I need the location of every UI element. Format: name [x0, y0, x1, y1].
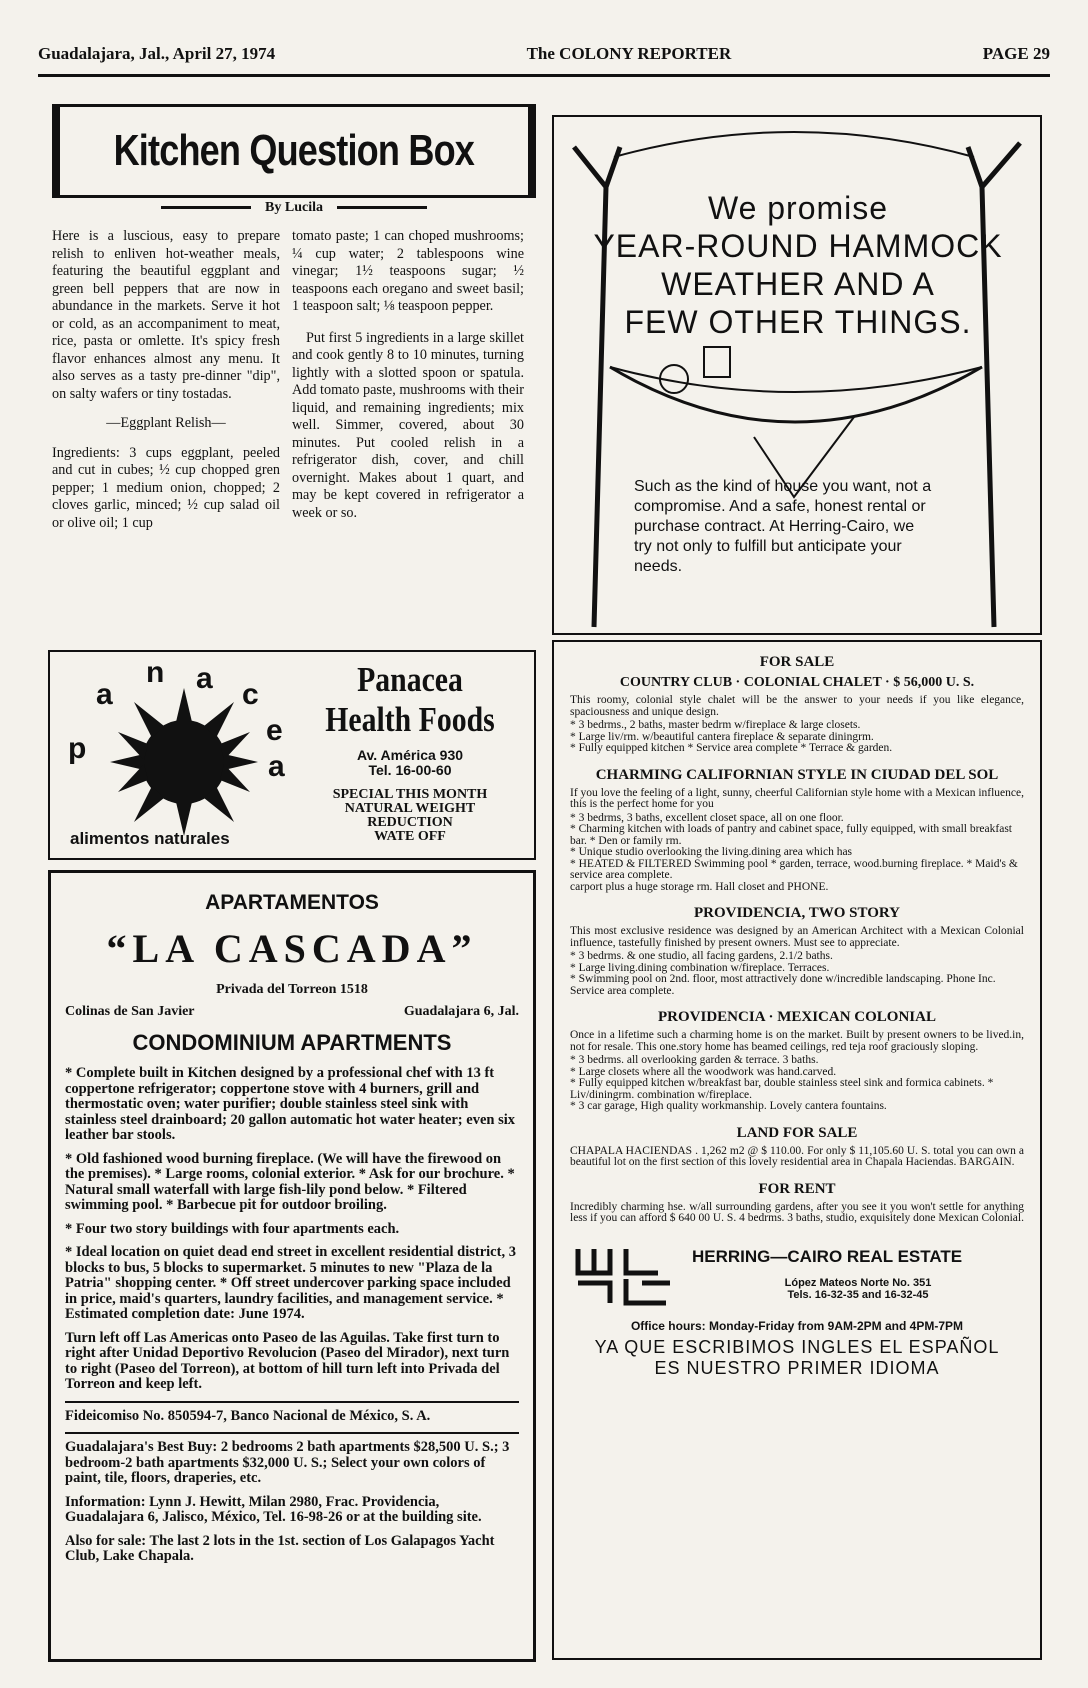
- listing-heading: COUNTRY CLUB · COLONIAL CHALET · $ 56,000 U. S.: [619, 675, 975, 690]
- panacea-note-line: WATE OFF: [374, 829, 446, 844]
- cascada-item: * Complete built in Kitchen designed by a professional chef with 13 ft coppertone refrigerator; coppertone stove with 4 burners, grill and thermostatic oven; water purifier; double stainless steel sink with stainless steel drainboard; 20 gallon automatic hot water heater; even six leather bar stools.: [65, 1065, 515, 1143]
- cascada-ad: [48, 870, 536, 1662]
- company-address: López Mateos Norte No. 351: [784, 1276, 932, 1289]
- divider: [65, 1401, 519, 1403]
- listing-heading: PROVIDENCIA · MEXICAN COLONIAL: [658, 1009, 936, 1025]
- company-name: HERRING—CAIRO REAL ESTATE: [692, 1246, 963, 1266]
- land-body: CHAPALA HACIENDAS . 1,262 m2 @ $ 110.00. For only $ 11,105.60 U. S. total you can own a beautiful lot on the first section of this lovely residential area in Chapala Haciendas. BARGAIN.: [570, 1144, 1024, 1168]
- hammock-ad: [552, 115, 1042, 635]
- listing-body: If you love the feeling of a light, sunny, cheerful Californian style home with a Mexican influence, this is the perfect home for you: [570, 786, 1024, 810]
- panacea-subtitle: Health Foods: [325, 700, 495, 739]
- logo-letter: a: [268, 750, 285, 783]
- kitchen-byline: By Lucila: [52, 200, 536, 216]
- company-info: [692, 1247, 1024, 1301]
- header-rule: [38, 74, 1050, 77]
- logo-letter: n: [146, 658, 165, 689]
- listing-item: * 3 bedrms., 2 baths, master bedrm w/fireplace & large closets.: [570, 719, 861, 731]
- listing-item: * Swimming pool on 2nd. floor, most attractively done w/incredible landscaping. Phone Inc. Service area complete.: [570, 973, 996, 997]
- cascada-best-buy: Guadalajara's Best Buy: 2 bedrooms 2 bath apartments $28,500 U. S.; 3 bedroom-2 bath apartments $32,000 U. S.; Select your own colors of paint, tile, floors, draperies, etc.: [65, 1439, 510, 1486]
- hammock-headline-line: WEATHER AND A: [661, 266, 935, 302]
- page-header: [38, 44, 1050, 70]
- listing-heading: PROVIDENCIA, TWO STORY: [693, 905, 901, 921]
- hammock-headline: [588, 189, 1008, 341]
- listing-item: carport plus a huge storage rm. Hall closet and PHONE.: [570, 880, 829, 893]
- listing-heading: CHARMING CALIFORNIAN STYLE IN CIUDAD DEL SOL: [595, 766, 999, 783]
- office-hours: Office hours: Monday-Friday from 9AM-2PM and 4PM-7PM: [630, 1318, 964, 1333]
- panacea-note-line: REDUCTION: [367, 815, 453, 830]
- listing-item: * 3 bedrms. all overlooking garden & terrace. 3 baths.: [570, 1054, 819, 1066]
- listing-item: * Charming kitchen with loads of pantry and cabinet space, fully equipped, with small breakfast bar. * Den or family rm.: [570, 823, 1012, 847]
- herring-cairo-logo-icon: [570, 1239, 680, 1309]
- listing-body: Once in a lifetime such a charming home is on the market. Built by present owners to be lived.in, not for resale. This one.story home has beamed ceilings, red teja roof graciously sloping.: [570, 1029, 1024, 1053]
- listing-item: * Large liv/rm. w/beautiful cantera fireplace & separate diningrm.: [570, 730, 874, 743]
- cascada-directions: Turn left off Las Americas onto Paseo de las Aguilas. Take first turn to right after Unidad Deportivo Revolucion (Paseo del Mirador), next turn to right (Paseo del Torreon), at bottom of hill turn left into Privada del Torreon and keep left.: [65, 1329, 510, 1392]
- listing-item: * Unique studio overlooking the living.dining area which has: [570, 846, 853, 858]
- panacea-address: Av. América 930: [356, 747, 464, 763]
- panacea-note-line: SPECIAL THIS MONTH: [332, 787, 488, 802]
- cascada-city: Guadalajara 6, Jal.: [403, 1004, 519, 1019]
- hammock-headline-line: YEAR-ROUND HAMMOCK: [593, 228, 1003, 264]
- listing-item: * 3 bedrms. & one studio, all facing gardens, 2.1/2 baths.: [570, 950, 833, 962]
- panacea-phone: Tel. 16-00-60: [368, 762, 452, 778]
- panacea-title: Panacea: [357, 660, 463, 699]
- listing-item: * 3 bedrms, 3 baths, excellent closet space, all on one floor.: [570, 811, 844, 824]
- company-block: [570, 1239, 1024, 1309]
- kitchen-ingredients-cont: tomato paste; 1 can choped mushrooms; ¼ cup water; 2 tablespoons wine vinegar; 1½ teaspoons sugar; ½ teaspoons each oregano and sweet basil; 1 teaspoon salt; ⅛ teaspoon pepper.: [292, 228, 524, 314]
- cascada-item: * Ideal location on quiet dead end street in excellent residential district, 3 blocks to bus, 5 blocks to supermarket. 5 minutes to new "Plaza de la Patria" shopping center. * Off street undercover parking space included in price, maid's quarters, laundry facilities, and management service. * Estimated completion date: June 1974.: [65, 1244, 516, 1322]
- listing-body: This roomy, colonial style chalet will be the answer to your needs if you like elegance, spaciousness and unique design.: [570, 694, 1024, 718]
- listing-body: This most exclusive residence was designed by an American Architect with a Mexican Colonial influence, tastefully finished by present owners. Must see to appreciate.: [570, 925, 1024, 949]
- panacea-ad: [48, 650, 536, 860]
- cascada-item: * Old fashioned wood burning fireplace. (We will have the firewood on the premises). * Large rooms, colonial exterior. * Ask for our brochure. * Natural small waterfall with large fish-lily pond below. * Filtered swimming pool. * Barbecue pit for outdoor broiling.: [65, 1150, 515, 1213]
- kitchen-intro: Here is a luscious, easy to prepare relish to enliven hot-weather meals, featuring the beautiful eggplant and green bell peppers that are now in abundance in the markets. Serve it hot or cold, as an accompaniment to meat, rice, pasta or omlette. It's spicy fresh flavor enhances almost any menu. It also serves as a tasty pre-dinner "dip", on salty wafers or tiny tostadas.: [52, 228, 280, 402]
- logo-letter: e: [266, 714, 283, 747]
- kitchen-ingredients: Ingredients: 3 cups eggplant, peeled and cut in cubes; ½ cup chopped gren pepper; 1 medium onion, chopped; 2 cloves garlic, minced; ½ cup salad oil or olive oil; 1 cup: [52, 444, 280, 531]
- herring-cairo-ad: [552, 640, 1042, 1660]
- rent-body: Incredibly charming hse. w/all surrounding gardens, after you see it you won't settle for anything less if you can afford $ 640 00 U. S. 4 bedrms. 3 baths, studio, exquisitely done Mexican Colonial.: [570, 1200, 1024, 1224]
- cascada-location: [65, 1004, 519, 1020]
- hammock-headline-line: We promise: [707, 190, 889, 226]
- panacea-sun-logo-icon: [56, 658, 296, 854]
- cascada-colonia: Colinas de San Javier: [65, 1004, 195, 1019]
- cascada-subtitle: CONDOMINIUM APARTMENTS: [132, 1030, 452, 1055]
- kitchen-title-box: [52, 104, 536, 198]
- hammock-copy: Such as the kind of house you want, not a compromise. And a safe, honest rental or purchase contract. At Herring-Cairo, we try not only to fulfill but anticipate your needs.: [634, 478, 932, 575]
- logo-letter: a: [196, 662, 213, 695]
- listing-item: * Large closets where all the woodwork was hand.carved.: [570, 1065, 837, 1078]
- listing-item: * Fully equipped kitchen * Service area complete * Terrace & garden.: [570, 742, 893, 754]
- for-sale-heading: FOR SALE: [759, 654, 835, 670]
- rent-heading: FOR RENT: [758, 1180, 836, 1197]
- cascada-info: Information: Lynn J. Hewitt, Milan 2980, Frac. Providencia, Guadalajara 6, Jalisco, México, Tel. 16-98-26 or at the building site.: [65, 1493, 482, 1525]
- cascada-kicker: APARTAMENTOS: [205, 891, 379, 914]
- kitchen-column-1: [52, 228, 280, 532]
- hammock-headline-line: FEW OTHER THINGS.: [624, 304, 972, 340]
- panacea-text: [290, 660, 530, 844]
- listing-item: * 3 car garage, High quality workmanship. Lovely cantera fountains.: [570, 1100, 887, 1112]
- kitchen-column-2: [292, 228, 524, 522]
- header-dateline: Guadalajara, Jal., April 27, 1974: [38, 44, 276, 63]
- cascada-item: * Four two story buildings with four apartments each.: [65, 1220, 400, 1237]
- cascada-fideicomiso: Fideicomiso No. 850594-7, Banco Nacional de México, S. A.: [65, 1407, 431, 1424]
- logo-bottom-text: alimentos naturales: [70, 829, 230, 848]
- header-page-number: PAGE 29: [982, 44, 1050, 63]
- cascada-name: “LA CASCADA”: [106, 926, 478, 971]
- listing-item: * Large living.dining combination w/fireplace. Terraces.: [570, 961, 830, 974]
- logo-letter: c: [242, 678, 259, 711]
- listing-item: * HEATED & FILTERED Swimming pool * garden, terrace, wood.burning fireplace. * Maid's & service area complete.: [570, 857, 1018, 881]
- panacea-note-line: NATURAL WEIGHT: [344, 801, 476, 816]
- logo-letter: a: [96, 678, 113, 711]
- land-heading: LAND FOR SALE: [736, 1124, 858, 1141]
- listing-item: * Fully equipped kitchen w/breakfast bar, double stainless steel sink and formica cabinets. * Liv/diningrm. combination w/fireplace.: [570, 1077, 994, 1101]
- cascada-also: Also for sale: The last 2 lots in the 1st. section of Los Galapagos Yacht Club, Lake Chapala.: [65, 1532, 495, 1564]
- kitchen-subhead: —Eggplant Relish—: [106, 415, 226, 431]
- divider: [65, 1432, 519, 1434]
- cascada-body: [65, 1066, 519, 1565]
- logo-letter: p: [68, 732, 87, 765]
- company-phones: Tels. 16-32-35 and 16-32-45: [787, 1288, 929, 1301]
- tagline-line: YA QUE ESCRIBIMOS INGLES EL ESPAÑOL: [594, 1336, 1000, 1357]
- tagline-line: ES NUESTRO PRIMER IDIOMA: [654, 1357, 940, 1378]
- kitchen-title: Kitchen Question Box: [113, 126, 475, 175]
- kitchen-method: Put first 5 ingredients in a large skillet and cook gently 8 to 10 minutes, turning lightly with a slotted spoon or spatula. Add tomato paste, mushrooms with their liquid, and remaining ingredients; mix well. Simmer, covered, about 30 minutes. Put cooled relish in a refrigerator dish, cover, and chill overnight. Makes about 1 quart, and may be kept covered in refrigerator a week or so.: [292, 329, 524, 521]
- cascada-street: Privada del Torreon 1518: [216, 982, 368, 997]
- header-paper-name: The COLONY REPORTER: [526, 44, 732, 63]
